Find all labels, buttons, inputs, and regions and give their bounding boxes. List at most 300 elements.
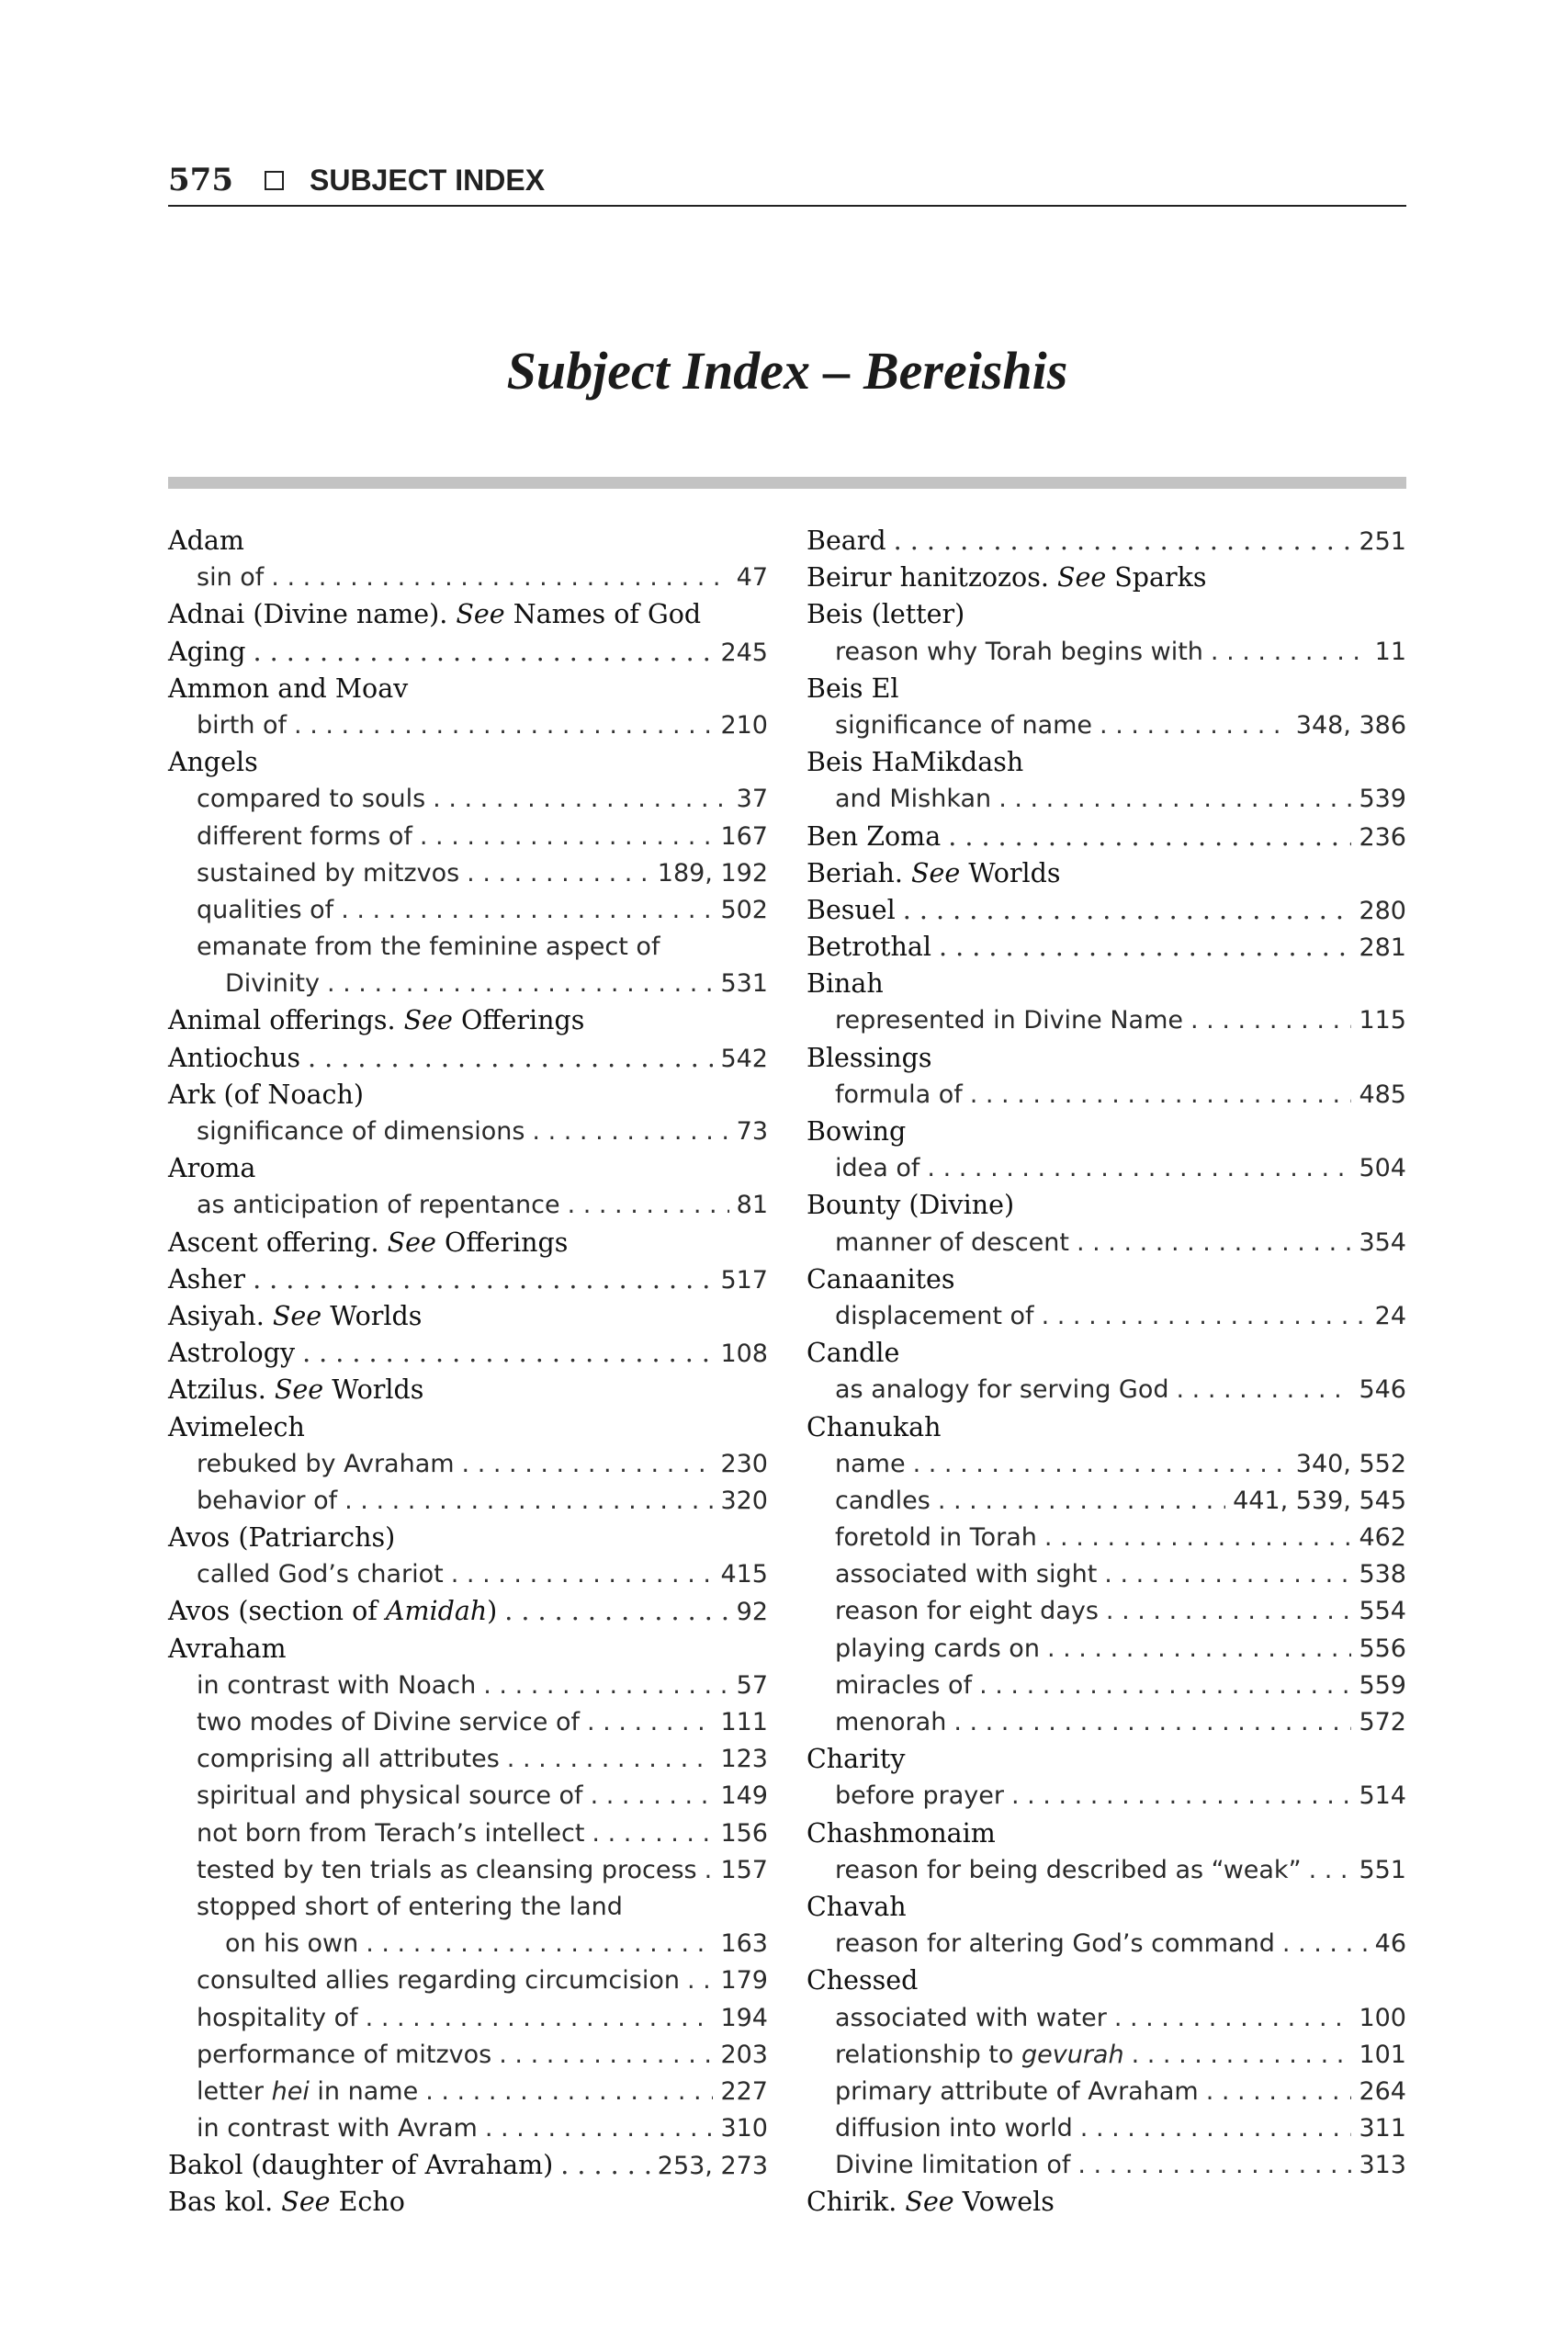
index-entry <box>807 1409 1406 1446</box>
page-references: 502 <box>720 895 768 924</box>
index-entry <box>807 1668 1406 1704</box>
page-references: 539 <box>1359 785 1406 814</box>
page-references: 111 <box>720 1708 768 1736</box>
index-term: manner of descent <box>835 1227 1069 1257</box>
page-references: 179 <box>720 1966 768 1996</box>
page-references: 163 <box>720 1929 768 1959</box>
index-term-part: Avos (section of <box>168 1596 386 1627</box>
see-reference: Worlds <box>968 857 1061 888</box>
page-references: 556 <box>1359 1634 1406 1663</box>
page-references: 81 <box>736 1191 768 1220</box>
see-label: See <box>272 1300 322 1331</box>
see-label: See <box>387 1227 436 1258</box>
index-term: miracles of <box>835 1670 973 1700</box>
index-entry <box>807 1372 1406 1408</box>
index-entry <box>168 596 768 633</box>
index-term-part: ) <box>487 1596 498 1627</box>
index-term-part: letter <box>197 2076 272 2106</box>
index-term: Bounty (Divine) <box>807 1190 1015 1221</box>
index-term: Astrology <box>168 1338 296 1369</box>
index-entry <box>807 1631 1406 1668</box>
index-term: qualities of <box>197 895 334 924</box>
index-term: Aging <box>168 636 246 667</box>
see-label: See <box>281 2187 331 2218</box>
index-term: not born from Terach’s intellect <box>197 1818 585 1848</box>
index-term: reason for being described as “weak” <box>835 1855 1302 1884</box>
dot-leader <box>979 1668 1351 1704</box>
index-term: represented in Divine Name <box>835 1006 1184 1035</box>
see-label: See <box>1056 562 1107 594</box>
see-label: See <box>274 1374 324 1406</box>
dot-leader <box>970 1077 1352 1114</box>
index-term: displacement of <box>835 1301 1034 1330</box>
index-term: reason for altering God’s command <box>835 1929 1275 1959</box>
index-entry <box>168 634 768 671</box>
dot-leader <box>1282 1926 1368 1962</box>
dot-leader <box>1190 1002 1351 1039</box>
page-references: 348, 386 <box>1295 710 1406 740</box>
dot-leader <box>1104 1556 1351 1593</box>
index-entry <box>168 1372 768 1408</box>
index-term: in contrast with Noach <box>197 1670 477 1700</box>
index-term: Divine limitation of <box>835 2151 1071 2180</box>
index-term: foretold in Torah <box>835 1523 1037 1553</box>
index-term: Besuel <box>807 894 896 925</box>
dot-leader <box>687 1962 714 1999</box>
index-term: Avimelech <box>168 1411 305 1442</box>
dot-leader <box>308 1040 713 1077</box>
dot-leader <box>420 819 714 855</box>
index-entry <box>168 2037 768 2074</box>
index-entry <box>807 1815 1406 1852</box>
page-references: 73 <box>736 1117 768 1146</box>
index-entry <box>807 1593 1406 1630</box>
index-entry <box>168 1593 768 1630</box>
index-entry <box>168 1298 768 1335</box>
dot-leader <box>485 2110 714 2147</box>
page-references: 504 <box>1359 1154 1406 1183</box>
page-references: 313 <box>1359 2151 1406 2180</box>
index-entry <box>807 1040 1406 1077</box>
page-references: 194 <box>720 2003 768 2032</box>
index-entry <box>807 1852 1406 1889</box>
index-entry <box>168 1962 768 1999</box>
page-references: 264 <box>1359 2076 1406 2106</box>
index-entry <box>807 1114 1406 1150</box>
index-term: stopped short of entering the land <box>197 1892 623 1921</box>
page-references: 517 <box>720 1265 768 1295</box>
index-entry <box>807 1298 1406 1335</box>
index-entry <box>807 1520 1406 1556</box>
index-term: playing cards on <box>835 1634 1040 1663</box>
index-entry <box>807 2147 1406 2184</box>
see-reference: Offerings <box>460 1005 585 1036</box>
index-term: emanate from the feminine aspect of <box>197 933 660 962</box>
index-entry <box>168 892 768 929</box>
index-term-italic: gevurah <box>1021 2040 1124 2069</box>
index-term: tested by ten trials as cleansing process <box>197 1855 697 1884</box>
index-column-right <box>807 523 1406 2222</box>
index-term: reason why Torah begins with <box>835 637 1203 666</box>
index-entry <box>807 1187 1406 1224</box>
dot-leader <box>366 2000 714 2037</box>
index-entry <box>168 707 768 744</box>
index-term: Beirur hanitzozos. <box>807 562 1049 594</box>
dot-leader <box>913 1446 1289 1483</box>
page-references: 149 <box>720 1781 768 1811</box>
index-term: sin of <box>197 563 265 593</box>
dot-leader <box>953 1704 1351 1741</box>
dot-leader <box>705 1852 714 1889</box>
section-title: SUBJECT INDEX <box>309 163 546 197</box>
see-reference: Names of God <box>513 599 702 630</box>
page-references: 559 <box>1359 1670 1406 1700</box>
dot-leader <box>507 1741 714 1778</box>
index-entry <box>168 1852 768 1889</box>
index-entry <box>168 1150 768 1187</box>
dot-leader <box>302 1335 713 1372</box>
page-references: 101 <box>1359 2040 1406 2069</box>
index-entry <box>807 2074 1406 2110</box>
page-references: 227 <box>720 2076 768 2106</box>
page-references: 281 <box>1359 933 1406 963</box>
index-entry <box>807 2037 1406 2074</box>
header-rule <box>168 205 1406 207</box>
dot-leader <box>532 1114 728 1150</box>
dot-leader <box>294 707 713 744</box>
index-entry <box>807 781 1406 818</box>
index-entry <box>168 523 768 560</box>
index-term: Asiyah. <box>168 1300 265 1331</box>
dot-leader <box>451 1556 714 1593</box>
page-references: 253, 273 <box>657 2152 768 2181</box>
index-term: on his own <box>225 1929 359 1959</box>
page-references: 189, 192 <box>657 858 768 888</box>
index-entry <box>807 2110 1406 2147</box>
index-entry <box>807 1225 1406 1261</box>
dot-leader <box>998 781 1351 818</box>
page-references: 538 <box>1359 1560 1406 1589</box>
index-term: as anticipation of repentance <box>197 1191 560 1220</box>
index-term: Chessed <box>807 1965 919 1996</box>
dot-leader <box>1044 1520 1352 1556</box>
page-references: 47 <box>736 563 768 593</box>
index-term: Adnai (Divine name). <box>168 599 448 630</box>
page-references: 462 <box>1359 1523 1406 1553</box>
index-term: compared to souls <box>197 785 426 814</box>
page-references: 551 <box>1359 1855 1406 1884</box>
index-entry <box>168 1077 768 1114</box>
index-entry <box>168 1668 768 1704</box>
index-entry <box>807 1002 1406 1039</box>
index-entry <box>168 1261 768 1298</box>
index-term: Avos (Patriarchs) <box>168 1522 396 1554</box>
index-entry <box>807 1778 1406 1815</box>
index-term: Antiochus <box>168 1042 300 1073</box>
dot-leader <box>587 1704 713 1741</box>
index-entry <box>807 2184 1406 2221</box>
index-entry <box>168 781 768 818</box>
page-references: 100 <box>1359 2003 1406 2032</box>
dot-leader <box>271 560 728 596</box>
index-term: Binah <box>807 968 884 1000</box>
index-entry <box>168 2184 768 2221</box>
dot-leader <box>433 781 728 818</box>
index-term: hospitality of <box>197 2003 358 2032</box>
page-references: 514 <box>1359 1781 1406 1811</box>
index-term: associated with water <box>835 2003 1107 2032</box>
index-entry <box>807 892 1406 929</box>
index-entry <box>807 1556 1406 1593</box>
page-references: 156 <box>720 1818 768 1848</box>
index-entry <box>807 744 1406 781</box>
title-rule <box>168 477 1406 489</box>
index-term: Ascent offering. <box>168 1227 379 1258</box>
index-term: Ammon and Moav <box>168 673 409 704</box>
running-head <box>168 154 1406 206</box>
dot-leader <box>366 1926 713 1962</box>
index-term: Divinity <box>225 969 320 999</box>
page-references: 236 <box>1359 822 1406 852</box>
page-references: 485 <box>1359 1080 1406 1109</box>
dot-leader <box>894 523 1352 560</box>
see-reference: Sparks <box>1114 562 1207 594</box>
page-references: 37 <box>736 785 768 814</box>
index-term: significance of dimensions <box>197 1117 525 1146</box>
index-entry <box>168 819 768 855</box>
page-references: 123 <box>720 1745 768 1774</box>
index-term: two modes of Divine service of <box>197 1708 580 1736</box>
page-references: 311 <box>1359 2114 1406 2143</box>
index-entry <box>168 1556 768 1593</box>
index-entry <box>807 1077 1406 1114</box>
index-entry <box>168 560 768 596</box>
index-term: diffusion into world <box>835 2114 1073 2143</box>
page-references: 210 <box>720 710 768 740</box>
index-term: before prayer <box>835 1781 1004 1811</box>
index-term: name <box>835 1449 906 1478</box>
page-references: 57 <box>736 1670 768 1700</box>
index-term: birth of <box>197 710 288 740</box>
page-references: 531 <box>720 969 768 999</box>
dot-leader <box>1206 2074 1352 2110</box>
index-term: called God’s chariot <box>197 1560 444 1589</box>
dot-leader <box>462 1446 714 1483</box>
index-entry <box>807 707 1406 744</box>
index-term: Bakol (daughter of Avraham) <box>168 2150 554 2181</box>
index-entry <box>807 1335 1406 1372</box>
page-references: 415 <box>720 1560 768 1589</box>
index-term: reason for eight days <box>835 1597 1099 1626</box>
dot-leader <box>568 1187 729 1224</box>
square-separator-icon <box>265 171 284 190</box>
dot-leader <box>1309 1852 1352 1889</box>
page-references: 542 <box>720 1044 768 1073</box>
see-label: See <box>905 2187 954 2218</box>
index-entry <box>168 1446 768 1483</box>
dot-leader <box>1106 1593 1352 1630</box>
index-term: Beis El <box>807 673 899 704</box>
index-term: Beriah. <box>807 857 903 888</box>
dot-leader <box>938 1483 1225 1520</box>
index-entry <box>807 634 1406 671</box>
index-entry <box>168 1335 768 1372</box>
index-entry <box>807 819 1406 855</box>
index-entry <box>168 744 768 781</box>
index-entry <box>168 2147 768 2184</box>
dot-leader <box>425 2074 713 2110</box>
page-references: 554 <box>1359 1597 1406 1626</box>
index-entry <box>168 2110 768 2147</box>
index-term: Chanukah <box>807 1411 942 1442</box>
dot-leader <box>591 1778 714 1815</box>
index-entry <box>168 1926 768 1962</box>
page-references: 108 <box>720 1340 768 1369</box>
dot-leader <box>341 892 713 929</box>
index-entry <box>807 855 1406 892</box>
dot-leader <box>1077 2147 1351 2184</box>
index-term: Beard <box>807 526 886 556</box>
index-term: Angels <box>168 747 258 778</box>
index-term: consulted allies regarding circumcision <box>197 1966 680 1996</box>
index-entry <box>807 596 1406 633</box>
dot-leader <box>1011 1778 1352 1815</box>
page-references: 157 <box>720 1855 768 1884</box>
page-references: 167 <box>720 821 768 851</box>
index-entry <box>168 966 768 1002</box>
page-references: 340, 552 <box>1295 1449 1406 1478</box>
index-term: Chavah <box>807 1891 907 1922</box>
index-entry <box>807 671 1406 707</box>
index-entry <box>168 1409 768 1446</box>
index-entry <box>807 1150 1406 1187</box>
index-term: Chashmonaim <box>807 1817 996 1849</box>
page-references: 203 <box>720 2040 768 2069</box>
dot-leader <box>499 2037 713 2074</box>
page-references: 310 <box>720 2114 768 2143</box>
index-entry <box>168 1704 768 1741</box>
page-references: 230 <box>720 1449 768 1478</box>
index-entry <box>168 1483 768 1520</box>
index-entry <box>168 1187 768 1224</box>
dot-leader <box>327 966 714 1002</box>
dot-leader <box>948 819 1351 855</box>
index-entry <box>168 1114 768 1150</box>
dot-leader <box>1077 1225 1352 1261</box>
index-term: Chirik. <box>807 2187 897 2218</box>
dot-leader <box>344 1483 713 1520</box>
index-entry <box>807 1926 1406 1962</box>
index-entry <box>807 929 1406 966</box>
dot-leader <box>1080 2110 1352 2147</box>
index-term: significance of name <box>835 710 1093 740</box>
index-column-left <box>168 523 768 2222</box>
dot-leader <box>1132 2037 1352 2074</box>
index-term: Charity <box>807 1744 906 1775</box>
index-term: associated with sight <box>835 1560 1098 1589</box>
see-reference: Vowels <box>962 2187 1055 2218</box>
index-entry <box>807 1889 1406 1926</box>
page-references: 46 <box>1374 1929 1406 1959</box>
index-entry <box>168 929 768 966</box>
see-label: See <box>403 1005 453 1036</box>
index-term: and Mishkan <box>835 785 992 814</box>
dot-leader <box>1211 634 1368 671</box>
page-references: 24 <box>1374 1301 1406 1330</box>
see-reference: Worlds <box>332 1374 424 1406</box>
index-term: menorah <box>835 1708 947 1736</box>
page-references: 320 <box>720 1486 768 1515</box>
page-references: 115 <box>1359 1006 1406 1035</box>
index-term: behavior of <box>197 1486 338 1515</box>
page-references: 11 <box>1374 637 1406 666</box>
page-references: 92 <box>736 1598 768 1627</box>
index-term: Bowing <box>807 1116 907 1147</box>
index-term: spiritual and physical source of <box>197 1781 583 1811</box>
index-term: Atzilus. <box>168 1374 266 1406</box>
index-term <box>197 2074 418 2110</box>
index-term: Animal offerings. <box>168 1005 396 1036</box>
dot-leader <box>254 634 714 671</box>
index-term: comprising all attributes <box>197 1745 500 1774</box>
index-entry <box>168 855 768 892</box>
index-entry <box>168 671 768 707</box>
index-term: Betrothal <box>807 932 931 963</box>
index-entry <box>168 1889 768 1926</box>
index-term: sustained by mitzvos <box>197 858 460 888</box>
dot-leader <box>1177 1372 1352 1408</box>
dot-leader <box>467 855 650 892</box>
index-term: different forms of <box>197 821 412 851</box>
index-entry <box>168 2000 768 2037</box>
index-entry <box>807 1962 1406 1999</box>
index-entry <box>168 1520 768 1556</box>
index-term: Candle <box>807 1338 900 1369</box>
index-term <box>835 2037 1124 2074</box>
index-term: candles <box>835 1486 931 1515</box>
page-references: 546 <box>1359 1375 1406 1405</box>
index-term: Beis HaMikdash <box>807 747 1024 778</box>
index-entry <box>807 966 1406 1002</box>
index-entry <box>807 1261 1406 1298</box>
page-references: 572 <box>1359 1708 1406 1736</box>
dot-leader <box>1042 1298 1368 1335</box>
index-term: Beis (letter) <box>807 599 965 630</box>
index-term: Ben Zoma <box>807 820 942 852</box>
dot-leader <box>1047 1631 1352 1668</box>
index-term: rebuked by Avraham <box>197 1449 455 1478</box>
index-term: Aroma <box>168 1153 256 1184</box>
see-label: See <box>456 599 505 630</box>
index-entry <box>807 2000 1406 2037</box>
index-entry <box>168 1040 768 1077</box>
index-term-italic: hei <box>271 2076 310 2106</box>
page-references: 245 <box>720 638 768 667</box>
index-entry <box>807 1741 1406 1778</box>
index-entry <box>807 560 1406 596</box>
index-term: Adam <box>168 526 244 556</box>
page-references: 354 <box>1359 1227 1406 1257</box>
see-reference: Offerings <box>444 1227 569 1258</box>
dot-leader <box>939 929 1351 966</box>
index-term: formula of <box>835 1080 963 1109</box>
index-term: Bas kol. <box>168 2187 274 2218</box>
page-references: 441, 539, 545 <box>1233 1486 1406 1515</box>
index-term: in contrast with Avram <box>197 2114 478 2143</box>
index-term-part: relationship to <box>835 2040 1021 2069</box>
page-title: Subject Index – Bereishis <box>506 341 1068 401</box>
dot-leader <box>253 1261 713 1298</box>
